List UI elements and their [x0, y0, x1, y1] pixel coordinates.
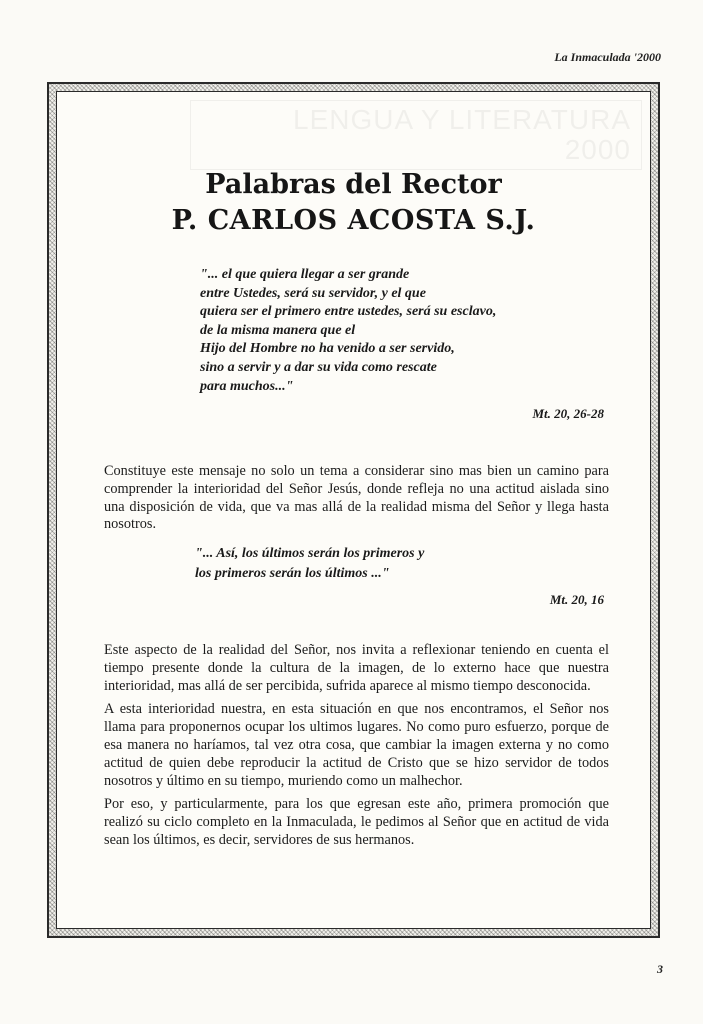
scripture-reference: Mt. 20, 26-28 [532, 406, 604, 421]
quote-line: "... el que quiera llegar a ser grande [200, 267, 410, 282]
bleed-through-line: LENGUA Y LITERATURA [293, 104, 631, 135]
quote-line: Hijo del Hombre no ha venido a ser servido, [200, 341, 455, 357]
scripture-reference: Mt. 20, 16 [549, 592, 604, 607]
quote-line: quiera ser el primero entre ustedes, será su esclavo, [200, 304, 497, 320]
quote-line: para muchos..." [200, 378, 294, 394]
body-paragraph [104, 463, 609, 540]
paragraph-text: A esta interioridad nuestra, en esta situación en que nos encontramos, el Señor nos llama para proponernos ocupar los ultimos lugares. No como puro esfuerzo, porque de esa manera no haríamos, tal vez otra cosa, que cambiar la imagen externa y no como actitud de quien debe reproducir la actitud de Cristo que se hizo servidor de todos nosotros y último en su tiempo, muriendo como un malhechor. [104, 701, 609, 789]
bleed-through-text [190, 100, 642, 170]
epigraph-quote [200, 266, 496, 396]
quote-line: "... Así, los últimos serán los primeros y [195, 546, 425, 561]
page-number: 3 [657, 962, 663, 976]
epigraph-quote [195, 544, 424, 583]
running-head: La Inmaculada '2000 [554, 50, 661, 64]
quote-line: de la misma manera que el [200, 322, 356, 338]
article-panel [56, 91, 651, 929]
article-frame [47, 82, 660, 938]
body-text [104, 642, 609, 856]
paragraph-text: Este aspecto de la realidad del Señor, nos invita a reflexionar teniendo en cuenta el tiempo presente donde la cultura de la imagen, de lo externo hace que nuestra interioridad, mas allá de ser percibida, sufrida aparece al mismo tiempo desconocida. [104, 642, 609, 694]
article-author: P. CARLOS ACOSTA S.J. [171, 205, 536, 236]
quote-line: entre Ustedes, será su servidor, y el que [200, 285, 426, 301]
article-title: Palabras del Rector [205, 169, 502, 200]
paragraph-text: Constituye este mensaje no solo un tema a considerar sino mas bien un camino para comprender la interioridad del Señor Jesús, donde refleja no una actitud aislada sino una disposición de vida, que va mas allá de la realidad misma del Señor y llega hasta nosotros. [104, 463, 609, 533]
quote-line: los primeros serán los últimos ..." [195, 565, 390, 581]
bleed-through-line: 2000 [564, 134, 631, 165]
quote-line: sino a servir y a dar su vida como rescate [200, 359, 437, 375]
paragraph-text: Por eso, y particularmente, para los que egresan este año, primera promoción que realizó su ciclo completo en la Inmaculada, le pedimos al Señor que en actitud de vida sean los últimos, es decir, servidores de sus hermanos. [104, 796, 609, 848]
